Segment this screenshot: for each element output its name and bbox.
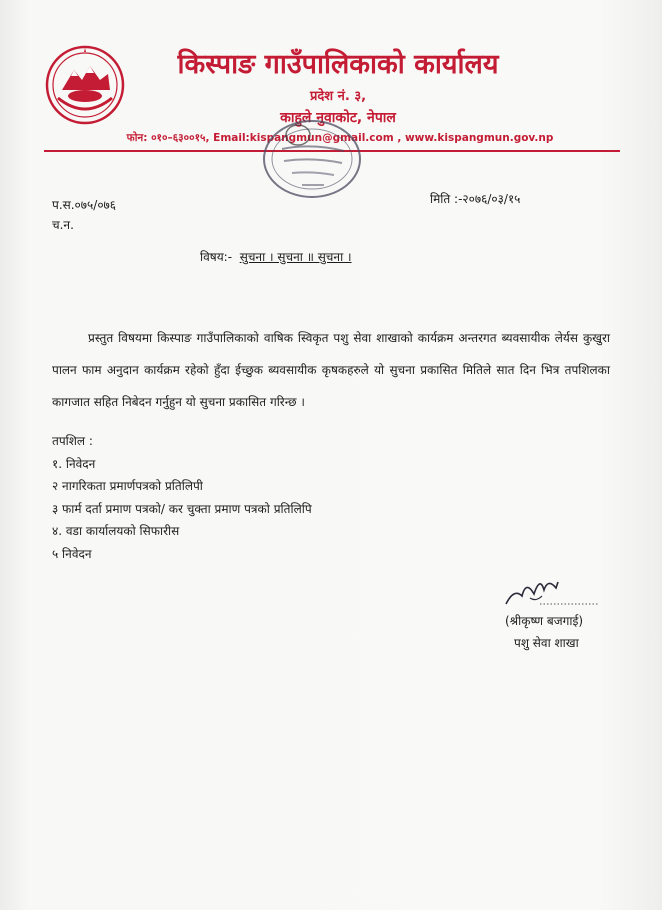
list-item: १. निवेदन <box>52 456 96 471</box>
signatory-department: पशु सेवा शाखा <box>514 636 579 650</box>
province: प्रदेश नं. ३, <box>309 89 367 104</box>
dispatch-number: च.न. <box>52 218 74 232</box>
email-address: kispangmun@gmail.com , <box>249 132 402 144</box>
body-paragraph <box>52 322 610 418</box>
office-name: किस्पाङ गाउँपालिकाको कार्यालय <box>177 49 499 80</box>
reference-number: प.स.०७५/०७६ <box>52 198 117 212</box>
list-item: ५ निवेदन <box>52 546 92 561</box>
subject-label: विषय:- <box>200 250 233 264</box>
document-list <box>52 430 312 565</box>
nepal-emblem-icon <box>44 44 126 126</box>
phone-label: फोन: <box>126 132 148 144</box>
list-title: तपशिल : <box>52 434 93 448</box>
signatory-name: (श्रीकृष्ण बजगाई) <box>505 614 584 628</box>
phone-number: ०१०–६३००१५, <box>151 132 210 144</box>
email-label: Email: <box>213 132 250 144</box>
letter-date: मिति :-२०७६/०३/१५ <box>430 192 521 206</box>
subject-line <box>200 248 352 265</box>
subject-text: सुचना । सुचना ॥ सुचना । <box>239 250 352 264</box>
list-item: ४. वडा कार्यालयको सिफारीस <box>52 524 180 538</box>
list-item: ३ फार्म दर्ता प्रमाण पत्रको/ कर चुक्ता प्रमाण पत्रको प्रतिलिपि <box>52 501 312 516</box>
body-text: प्रस्तुत विषयमा किस्पाङ गाउँपालिकाको वाषिक स्विकृत पशु सेवा शाखाको कार्यक्रम अन्तरगत ब्यवसायीक लेर्यस कुखुरा पालन फाम अनुदान कार्यक्रम रहेको हुँदा ईच्छुक ब्यवसायीक कृषकहरुले यो सुचना प्रकासित मितिले सात दिन भित्र तपशिलका कागजात सहित निबेदन गर्नुहुन यो सुचना प्रकासित गरिन्छ । <box>52 331 610 409</box>
office-stamp-icon <box>258 115 366 203</box>
list-item: २ नागरिकता प्रमार्णपत्रको प्रतिलिपी <box>52 479 203 493</box>
signature-icon <box>500 568 600 610</box>
website: www.kispangmun.gov.np <box>404 132 554 144</box>
office-address: काहुले नुवाकोट, नेपाल <box>280 110 396 126</box>
